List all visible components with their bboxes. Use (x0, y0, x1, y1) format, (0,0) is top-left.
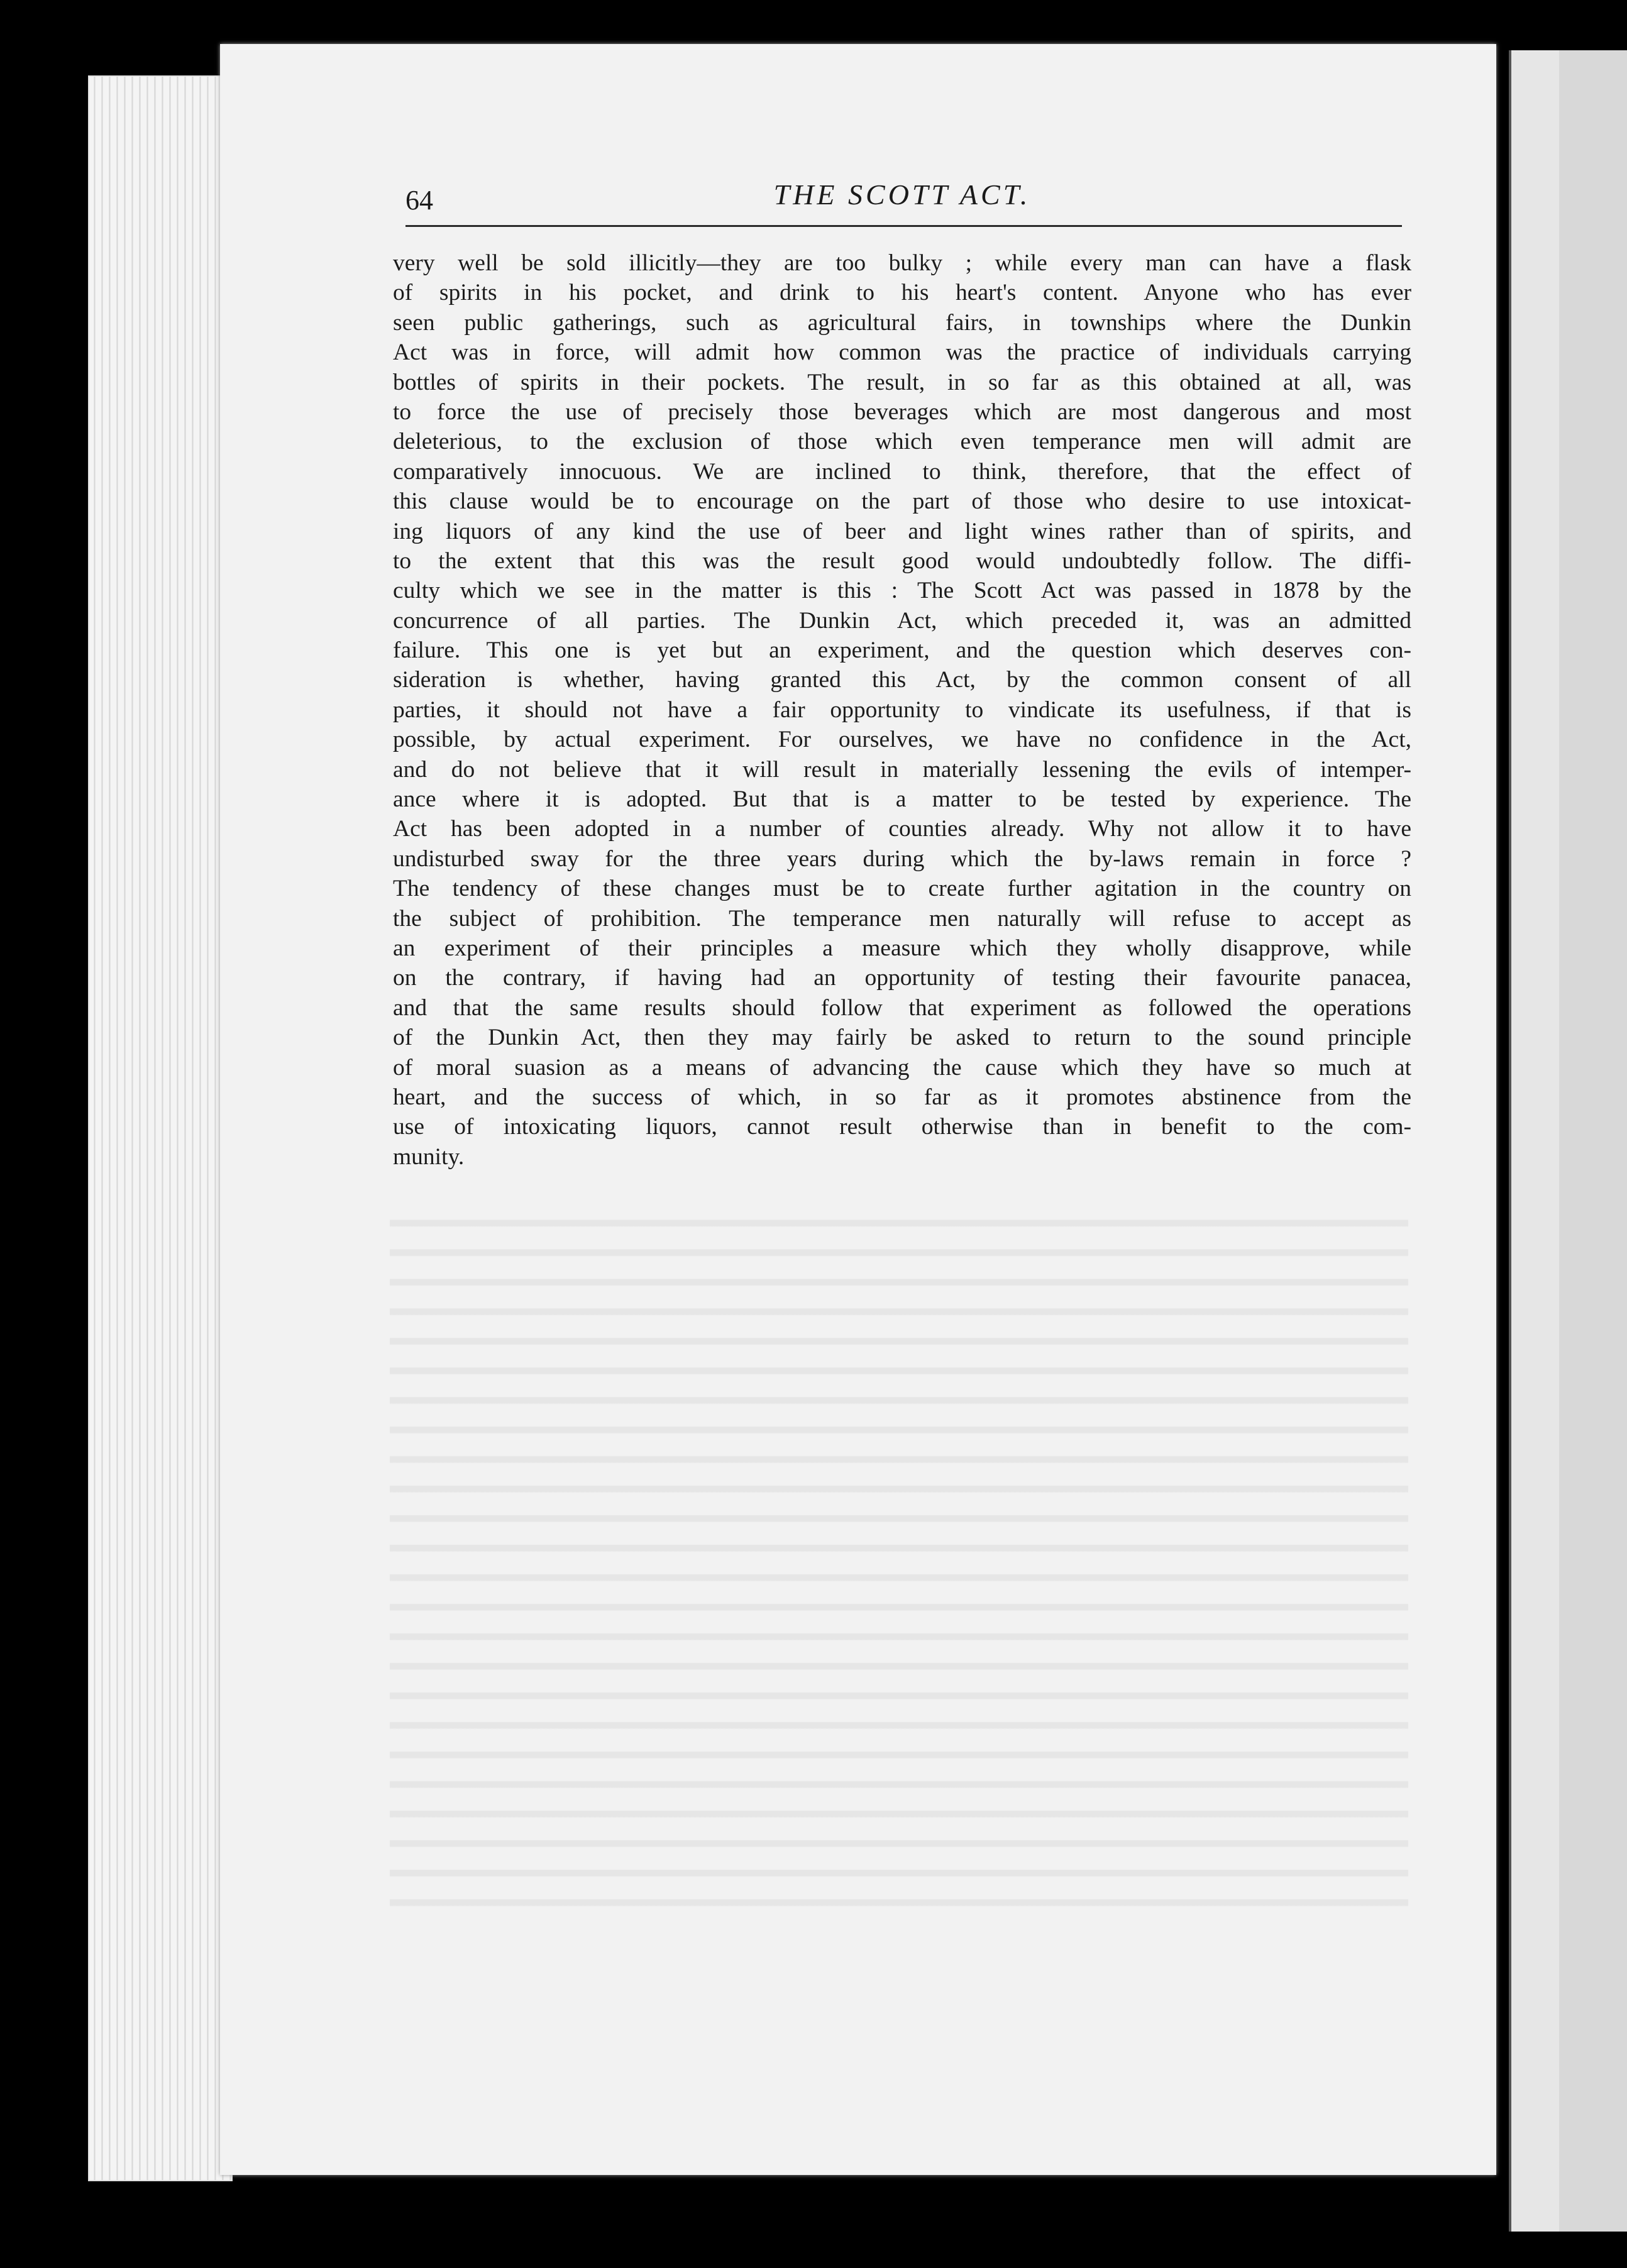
text-line: comparatively innocuous. We are inclined to think, therefore, that the effect of (393, 458, 1411, 485)
reverse-side-show-through (390, 1201, 1408, 1911)
text-line: of the Dunkin Act, then they may fairly be asked to return to the sound principle (393, 1025, 1411, 1051)
text-line: to force the use of precisely those beverages which are most dangerous and most (393, 399, 1411, 425)
text-line: Act was in force, will admit how common was the practice of individuals carrying (393, 339, 1411, 366)
text-line: bottles of spirits in their pockets. The result, in so far as this obtained at all, was (393, 369, 1411, 395)
text-line: ing liquors of any kind the use of beer and light wines rather than of spirits, and (393, 518, 1411, 544)
text-line: on the contrary, if having had an opportunity of testing their favourite panacea, (393, 965, 1411, 991)
text-line: heart, and the success of which, in so far as it promotes abstinence from the (393, 1084, 1411, 1110)
facing-page-shadow (1559, 50, 1627, 2232)
text-line: ance where it is adopted. But that is a matter to be tested by experience. The (393, 786, 1411, 813)
text-line: of moral suasion as a means of advancing the cause which they have so much at (393, 1054, 1411, 1081)
text-line: sideration is whether, having granted this Act, by the common consent of all (393, 667, 1411, 693)
text-line: failure. This one is yet but an experiment, and the question which deserves con- (393, 637, 1411, 664)
text-line: deleterious, to the exclusion of those which even temperance men will admit are (393, 429, 1411, 455)
text-line: and do not believe that it will result in materially lessening the evils of intemper- (393, 756, 1411, 783)
text-line: concurrence of all parties. The Dunkin Act, which preceded it, was an admitted (393, 607, 1411, 634)
page-number: 64 (405, 185, 433, 216)
header-rule (405, 225, 1402, 227)
text-line: possible, by actual experiment. For ourselves, we have no confidence in the Act, (393, 727, 1411, 753)
running-title: THE SCOTT ACT. (773, 179, 1031, 211)
text-line: The tendency of these changes must be to create further agitation in the country on (393, 876, 1411, 902)
body-paragraph (393, 248, 1411, 1172)
text-line: an experiment of their principles a measure which they wholly disapprove, while (393, 935, 1411, 961)
text-line: very well be sold illicitly—they are too bulky ; while every man can have a flask (393, 250, 1411, 276)
text-line: of spirits in his pocket, and drink to his heart's content. Anyone who has ever (393, 280, 1411, 306)
text-line: to the extent that this was the result good would undoubtedly follow. The diffi- (393, 548, 1411, 574)
text-line: and that the same results should follow that experiment as followed the operations (393, 994, 1411, 1021)
text-line: parties, it should not have a fair opportunity to vindicate its usefulness, if that is (393, 696, 1411, 723)
text-line: use of intoxicating liquors, cannot result otherwise than in benefit to the com- (393, 1114, 1411, 1140)
text-line: culty which we see in the matter is this : The Scott Act was passed in 1878 by the (393, 578, 1411, 604)
text-line: undisturbed sway for the three years during which the by-laws remain in force ? (393, 845, 1411, 872)
text-line: the subject of prohibition. The temperance men naturally will refuse to accept as (393, 905, 1411, 932)
text-line: munity. (393, 1143, 465, 1170)
stacked-page-edges (88, 75, 233, 2181)
text-line: seen public gatherings, such as agricultural fairs, in townships where the Dunkin (393, 309, 1411, 336)
text-line: Act has been adopted in a number of counties already. Why not allow it to have (393, 816, 1411, 842)
page-header (405, 178, 1402, 228)
text-line: this clause would be to encourage on the part of those who desire to use intoxicat- (393, 488, 1411, 515)
